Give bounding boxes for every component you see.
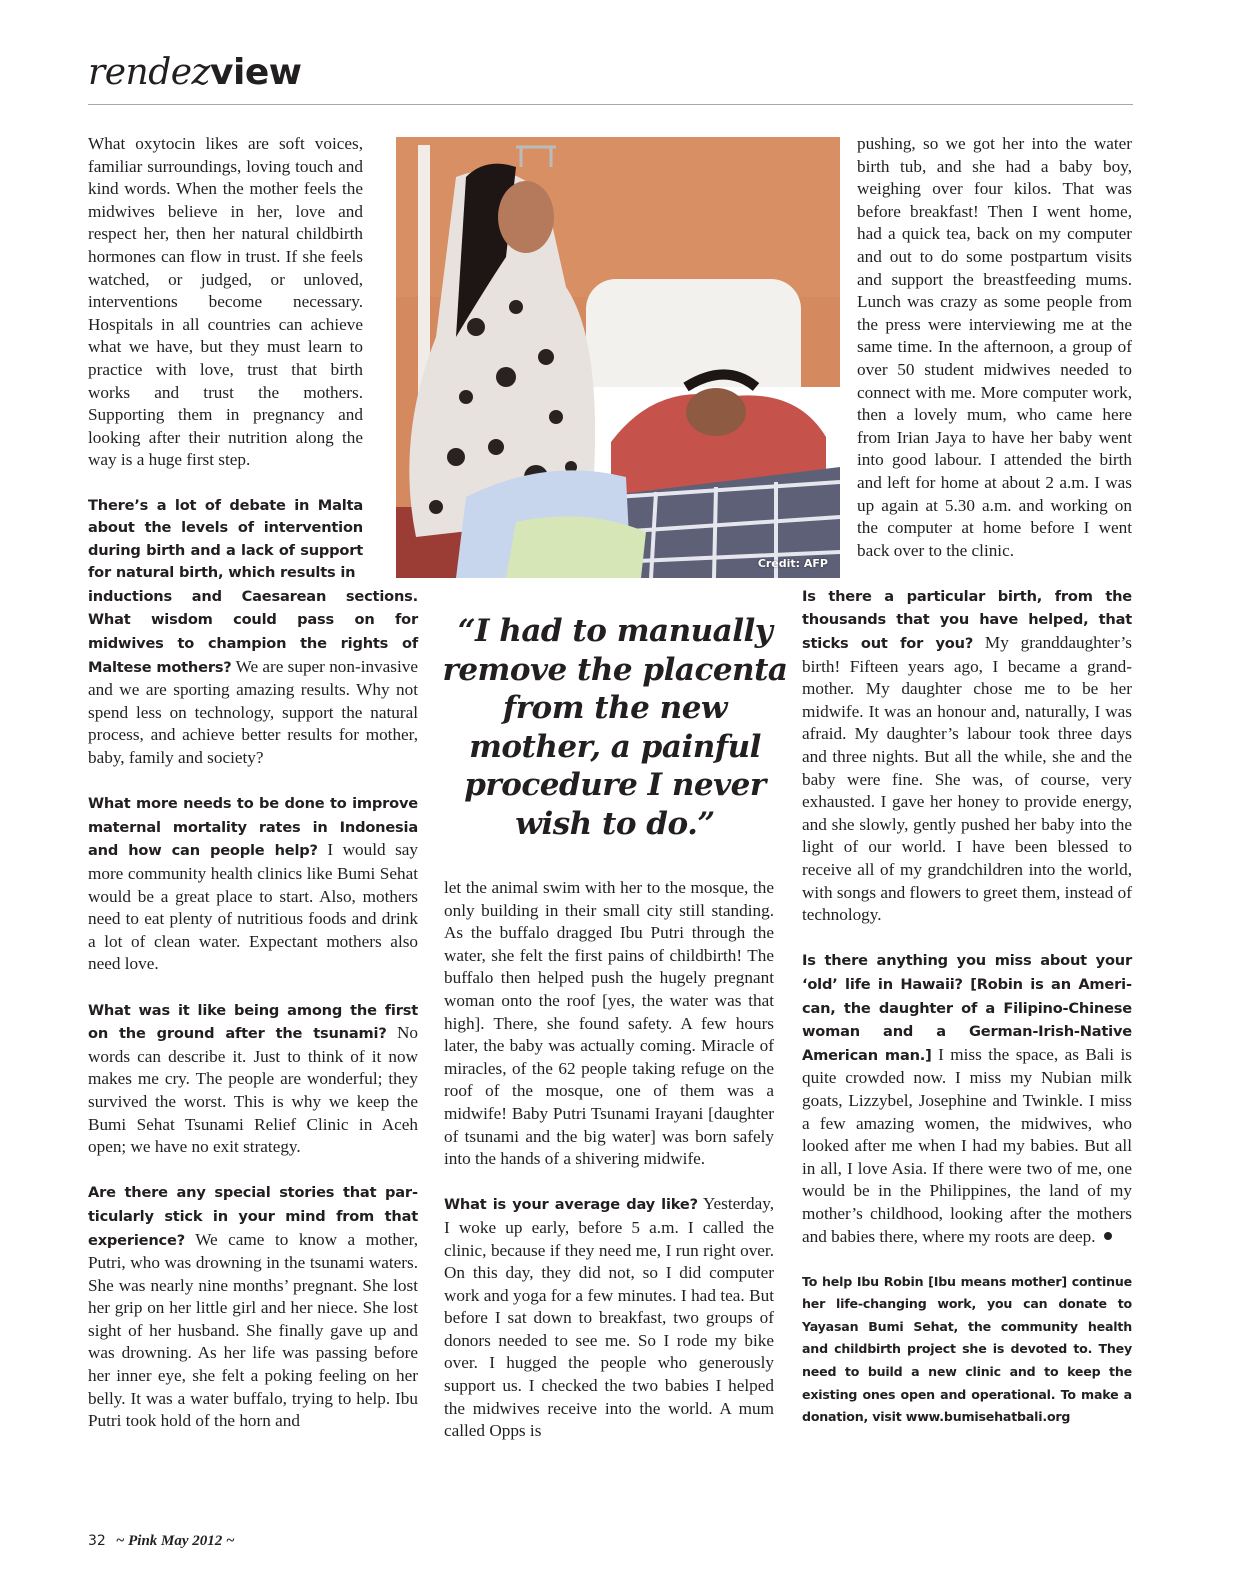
qa-average-day [444,1193,774,1443]
qa-particular-birth [802,585,1132,927]
question-malta-part1: There’s a lot of debate in Malta about the levels of intervention during birth and a lack of support for natural birth, which results in [88,496,363,582]
logo-part-view: view [210,52,302,93]
question-average-day: What is your average day like? [444,1196,698,1214]
header-divider [88,104,1133,105]
qa-hawaii [802,949,1132,1248]
answer-tsunami: No words can describe it. Just to think of it now makes me cry. The people are wonderful; they survived the worst. This is why we keep the Bumi Sehat Tsunami Relief Clinic in Aceh open; we have no exit strategy. [88,1023,419,1157]
logo-part-rendez: rendez [88,52,211,93]
section-header [88,52,302,93]
end-of-article-bullet-icon [1104,1232,1112,1240]
column-1 [88,133,418,1455]
donation-note: To help Ibu Robin [Ibu means mother] continue her life-changing work, you can donate to Yayasan Bumi Sehat, the community health and childbirth project she is devoted to. They need to build a new clinic and to keep the existing ones open and operational. To make a donation, visit www.bumisehatbali.org [802,1273,1132,1425]
article-photo [396,137,840,578]
answer-particular-birth: My granddaughter’s birth! Fifteen years ago, I became a grandmother. My daughter chose me to be her midwife. It was an honour and, naturally, I was afraid. My daughter’s labour took three days and three nights. But all the while, she and the baby were fine. She was, of course, very exhausted. I gave her honey to provide energy, and she slowly, gently pushed her baby into the light of our world. I have been blessed to receive all of my grandchildren into the world, with songs and flowers to greet them, instead of technology. [802,633,1132,925]
qa-tsunami [88,999,418,1159]
intro-paragraph: What oxytocin likes are soft voices, familiar surroundings, loving touch and kind words. When the mother feels the midwives believe in her, love and respect her, then her natural childbirth hormones can flow in trust. If she feels watched, or judged, or unloved, interventions become necessary. Hospitals in all countries can achieve what we have, but they must learn to practice with love, trust that birth works and trust the mothers. Supporting them in pregnancy and looking after their nutrition along the way is a huge first step. [88,134,363,470]
magazine-issue: ~ Pink May 2012 ~ [115,1533,235,1549]
column-2 [444,877,774,1465]
question-hawaii: Is there anything you miss about your ‘old’ life in Hawaii? [Robin is an American, the daughter of a Filipino-Chinese woman and a German-Irish-Native American man.] [802,952,1132,1064]
buffalo-story-paragraph: let the animal swim with her to the mosque, the only building in their small city still standing. As the buffalo dragged Ibu Putri through the water, she felt the first pains of childbirth! The buffalo then helped push the hugely pregnant woman onto the roof [yes, the water was that high]. There, she found safety. A few hours later, the baby was actually coming. Miracle of miracles, of the 62 people taking refuge on the roof of the mosque, one of them was a midwife! Baby Putri Tsunami Irayani [daughter of tsunami and the big water] was born safely into the hands of a shivering midwife. [444,878,774,1169]
page-number: 32 [88,1533,106,1549]
pull-quote: “I had to manually remove the placenta from the new mother, a painful procedure I never wish to do.” [442,613,788,842]
qa-special-stories [88,1181,418,1433]
answer-maternal-mortality: I would say more community health clinics like Bumi Sehat would be a great place to start. Also, mothers need to eat plenty of nutritious foods and drink a lot of clean water. Expectant mothers also need love. [88,840,419,974]
question-particular-birth: Is there a particular birth, from the thousands that you have helped, that sticks out for you? [802,587,1132,653]
photo-credit: Credit: AFP [757,557,828,570]
section-logo [88,52,302,93]
answer-average-day: Yesterday, I woke up early, before 5 a.m. I called the clinic, because if they need me, I run right over. On this day, they did not, so I did computer work and yoga for a few minutes. I had tea. But before I sat down to breakfast, two groups of donors needed to see me. So I rode my bike over. I hugged the people who generously support us. I checked the two babies I helped the midwives receive into the world. A mum called Opps is [444,1194,774,1441]
question-special-stories: Are there any special stories that particularly stick in your mind from that experience? [88,1184,418,1249]
answer-hawaii: I miss the space, as Bali is quite crowded now. I miss my Nubian milk goats, Lizzybel, Josephine and Twinkle. I miss a few amazing women, the midwives, who looked after me when I had my babies. But all in all, I love Asia. If there were two of me, one would be in the Philippines, the land of my mother’s childhood, looking after the mothers and babies there, where my roots are deep. [802,1044,1132,1246]
question-maternal-mortality: What more needs to be done to improve maternal mortality rates in Indonesia and how can people help? [88,795,418,860]
question-malta-part2: inductions and Caesarean sections. What wisdom could pass on for midwives to champion the rights of Maltese mothers? [88,587,418,676]
question-tsunami: What was it like being among the first on the ground after the tsunami? [88,1001,418,1043]
average-day-continued: pushing, so we got her into the water birth tub, and she had a baby boy, weighing over four kilos. That was before breakfast! Then I went home, had a quick tea, back on my computer and out to do some postpartum visits and support the breastfeeding mums. Lunch was crazy as some people from the press were interviewing me at the same time. In the afternoon, a group of over 50 student midwives needed to connect with me. More computer work, then a lovely mum, who came here from Irian Jaya to have her baby went into good labour. I attended the birth and left for home at about 2 a.m. I was up again at 5.30 a.m. and working on the computer at home before I went back over to the clinic. [857,134,1132,560]
answer-special-stories: We came to know a mother, Putri, who was drowning in the tsunami waters. She was nearly nine months’ pregnant. She lost her grip on her little girl and her niece. She lost sight of her husband. She finally gave up and was drowning. As her life was passing before her inner eye, she felt a poking feeling on her belly. It was a water buffalo, trying to help. Ibu Putri took hold of the horn and [88,1229,418,1431]
qa-maternal-mortality [88,792,418,976]
answer-malta: We are super non-invasive and we are sporting amazing results. Why not spend less on technology, support the natural process, and achieve better results for mother, baby, family and society? [88,656,418,768]
photo-illustration [396,137,840,578]
qa-malta [88,495,418,770]
page-footer [88,1533,235,1550]
column-3 [802,133,1132,1451]
